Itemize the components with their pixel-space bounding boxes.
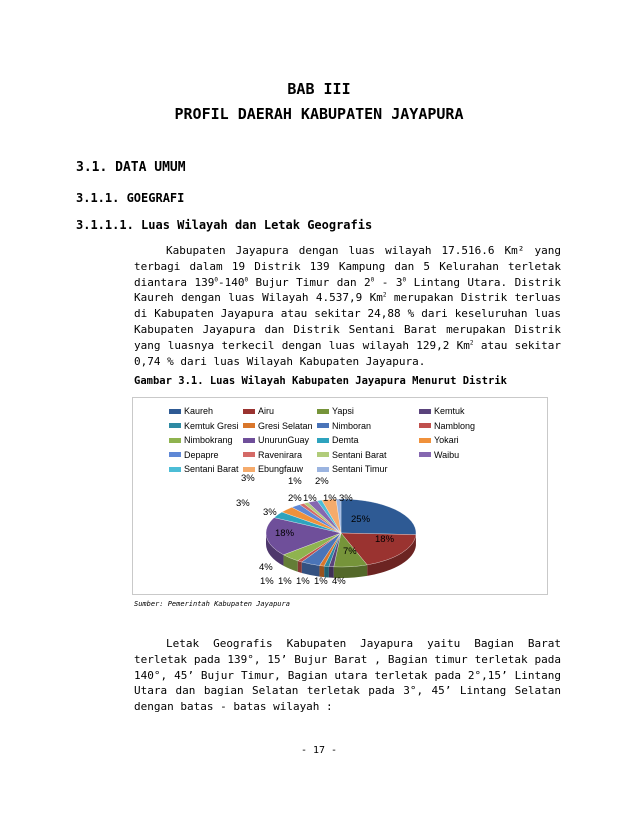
paragraph-text: merupakan Distrik terluas di Kabupaten Jayapura atau sekitar 24,88 % dari keseluruhan luas Kabupaten Jayapura dan Distrik Sentani Barat merupakan Distrik yang luasnya terkecil dengan luas wilayah 129,2 Km xyxy=(134,291,561,352)
pie-data-label: 1% xyxy=(278,576,292,587)
pie-data-label: 1% xyxy=(323,493,337,504)
paragraph-text: Bujur Timur dan 2 xyxy=(248,275,371,289)
superscript: 2 xyxy=(469,339,474,347)
legend-label: Nimboran xyxy=(332,420,372,431)
pie-data-label: 3% xyxy=(241,473,255,484)
superscript: 0 xyxy=(370,275,375,283)
figure-caption: Gambar 3.1. Luas Wilayah Kabupaten Jayapura Menurut Distrik xyxy=(134,375,507,387)
legend-label: Sentani Barat xyxy=(332,449,387,460)
legend-label: Kemtuk Gresi xyxy=(184,420,239,431)
legend-label: Waibu xyxy=(434,449,460,460)
legend-label: Nimbokrang xyxy=(184,435,233,446)
legend-label: Kemtuk xyxy=(434,406,465,416)
legend-label: Ebungfauw xyxy=(258,464,304,475)
pie-slice-side xyxy=(298,561,302,573)
superscript: 0 xyxy=(244,275,249,283)
paragraph-text: Lintang Utara. Distrik Kaureh dengan luas Wilayah 4.537,9 Km xyxy=(134,275,561,305)
paragraph-luas-wilayah xyxy=(134,243,561,369)
pie-data-label: 2% xyxy=(288,493,302,504)
legend-label: Namblong xyxy=(434,420,476,431)
pie-data-label: 4% xyxy=(332,576,346,587)
section-heading-3-1: 3.1. DATA UMUM xyxy=(76,160,186,175)
paragraph-text: atau sekitar 0,74 % dari luas Wilayah Kabupaten Jayapura. xyxy=(134,338,561,368)
pie-data-label: 1% xyxy=(296,576,310,587)
chapter-heading: BAB III xyxy=(287,80,351,98)
pie-data-label: 1% xyxy=(260,576,274,587)
section-heading-3-1-1: 3.1.1. GOEGRAFI xyxy=(76,191,185,205)
pie-chart xyxy=(133,398,547,594)
superscript: 0 xyxy=(402,275,407,283)
pie-data-label: 1% xyxy=(288,476,302,487)
pie-data-label: 1% xyxy=(314,576,328,587)
pie-data-label: 18% xyxy=(375,534,395,545)
figure-source: Sumber: Pemerintah Kabupaten Jayapura xyxy=(134,600,290,608)
legend-label: Kaureh xyxy=(184,406,214,416)
legend-label: Yokari xyxy=(434,435,459,446)
pie-data-label: 25% xyxy=(351,514,371,525)
legend-label: Gresi Selatan xyxy=(258,420,313,431)
legend-label: UnurunGuay xyxy=(258,435,310,446)
paragraph-letak-geografis xyxy=(134,636,561,715)
section-heading-3-1-1-1: 3.1.1.1. Luas Wilayah dan Letak Geografis xyxy=(76,218,373,232)
paragraph-text: Letak Geografis Kabupaten Jayapura yaitu Bagian Barat terletak pada 139°, 15’ Bujur Barat , Bagian timur terletak pada 140°, 45’ Bujur Timur, Bagian utara terletak pada 2°,15’ Lintang Utara dan bagian Selatan terletak pada 3°, 45’ Lintang Selatan dengan batas - batas wilayah : xyxy=(134,637,561,714)
pie-data-label: 2% xyxy=(315,476,329,487)
page-number: - 17 - xyxy=(300,745,338,756)
pie-data-label: 3% xyxy=(236,498,250,509)
legend-label: Yapsi xyxy=(332,406,354,416)
legend-label: Sentani Timur xyxy=(332,464,388,475)
pie-data-label: 7% xyxy=(343,546,357,557)
legend-label: Ravenirara xyxy=(258,449,303,460)
pie-data-label: 3% xyxy=(339,493,353,504)
pie-data-label: 1% xyxy=(303,493,317,504)
paragraph-text: - 3 xyxy=(374,275,403,289)
chapter-title: PROFIL DAERAH KABUPATEN JAYAPURA xyxy=(174,105,464,123)
legend-label: Airu xyxy=(258,406,275,416)
paragraph-text: -140 xyxy=(217,275,245,289)
pie-data-label: 18% xyxy=(275,528,295,539)
legend-label: Demta xyxy=(332,435,359,446)
paragraph-text: Kabupaten Jayapura dengan luas wilayah 17.516.6 Km² yang terbagi dalam 19 Distrik 139 Kampung dan 5 Kelurahan terletak diantara 139 xyxy=(134,244,561,289)
superscript: 0 xyxy=(214,275,218,283)
pie-chart-area xyxy=(132,397,548,595)
pie-data-label: 4% xyxy=(259,562,273,573)
superscript: 2 xyxy=(382,291,387,299)
pie-data-label: 3% xyxy=(263,507,277,518)
legend-label: Depapre xyxy=(184,449,219,460)
legend-label: Sentani Barat xyxy=(184,464,239,475)
